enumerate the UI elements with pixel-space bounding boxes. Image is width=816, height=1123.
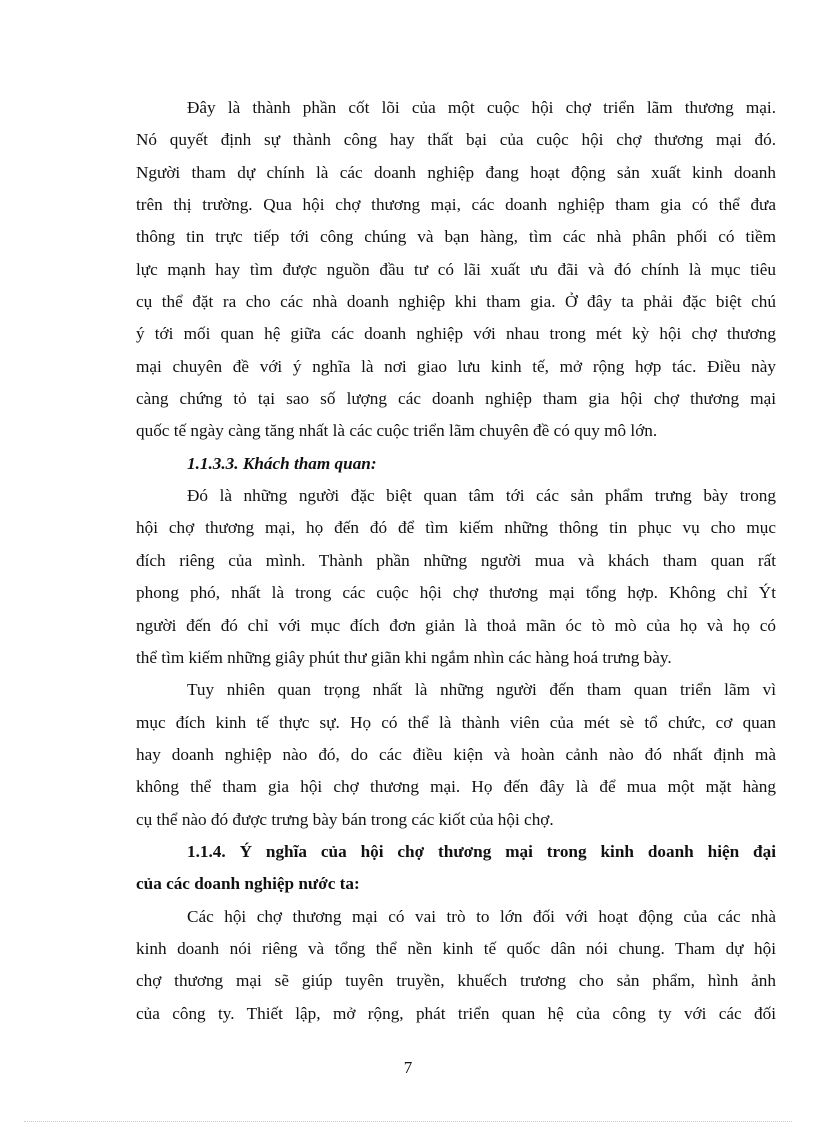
text-line: phong phó, nhất là trong các cuộc hội chợ thương mại tổng hợp. Không chỉ Ýt (136, 583, 776, 603)
text-line: Người tham dự chính là các doanh nghiệp đang hoạt động sản xuất kinh doanh (136, 162, 776, 182)
text-line: lực mạnh hay tìm được nguồn đầu tư có lãi xuất ưu đãi và đó chính là mục tiêu (136, 259, 776, 279)
text-line: quốc tế ngày càng tăng nhất là các cuộc triển lãm chuyên đề có quy mô lớn. (136, 421, 658, 441)
section-heading-line: 1.1.4. Ý nghĩa của hội chợ thương mại trong kinh doanh hiện đại (187, 841, 776, 861)
section-heading: 1.1.3.3. Khách tham quan: (187, 453, 377, 473)
paragraph (136, 480, 776, 674)
text-line: trên thị trường. Qua hội chợ thương mại, các doanh nghiệp tham gia có thể đưa (136, 195, 776, 215)
text-line: ý tới mối quan hệ giữa các doanh nghiệp với nhau trong mét kỳ hội chợ thương (136, 324, 776, 344)
text-line: đích riêng của mình. Thành phần những người mua và khách tham quan rất (136, 550, 776, 570)
text-line: thể tìm kiếm những giây phút thư giãn khi ngắm nhìn các hàng hoá trưng bày. (136, 647, 672, 667)
text-line: người đến đó chỉ với mục đích đơn giản là thoả mãn óc tò mò của họ và họ có (136, 615, 776, 635)
page-number: 7 (403, 1058, 413, 1077)
text-line: của công ty. Thiết lập, mở rộng, phát triển quan hệ của công ty với các đối (136, 1003, 776, 1023)
paragraph (136, 901, 776, 1030)
text-line: không thể tham gia hội chợ thương mại. Họ đến đây là để mua một mặt hàng (136, 777, 776, 797)
text-line: hội chợ thương mại, họ đến đó để tìm kiếm những thông tin phục vụ cho mục (136, 518, 776, 538)
text-line: thông tin trực tiếp tới công chúng và bạn hàng, tìm các nhà phân phối có tiềm (136, 227, 776, 247)
text-line: cụ thể đặt ra cho các nhà doanh nghiệp khi tham gia. Ở đây ta phải đặc biệt chú (136, 292, 776, 312)
text-line: hay doanh nghiệp nào đó, do các điều kiện và hoàn cảnh nào đó nhất định mà (136, 744, 776, 764)
text-line: cụ thể nào đó được trưng bày bán trong các kiốt của hội chợ. (136, 809, 554, 829)
text-line: Đó là những người đặc biệt quan tâm tới các sản phẩm trưng bày trong (187, 486, 776, 506)
page-bottom-border (24, 1121, 792, 1122)
text-line: Tuy nhiên quan trọng nhất là những người đến tham quan triển lãm vì (187, 680, 776, 700)
text-line: mục đích kinh tế thực sự. Họ có thể là thành viên của mét sè tổ chức, cơ quan (136, 712, 776, 732)
text-line: càng chứng tỏ tại sao số lượng các doanh nghiệp tham gia hội chợ thương mại (136, 389, 776, 409)
text-line: Nó quyết định sự thành công hay thất bại của cuộc hội chợ thương mại đó. (136, 130, 776, 150)
text-line: kinh doanh nói riêng và tổng thể nền kinh tế quốc dân nói chung. Tham dự hội (136, 938, 776, 958)
text-line: mại chuyên đề với ý nghĩa là nơi giao lưu kinh tế, mở rộng hợp tác. Điều này (136, 356, 776, 376)
document-body (136, 92, 776, 1030)
paragraph (136, 92, 776, 448)
section-heading-line: của các doanh nghiệp nước ta: (136, 874, 360, 894)
text-line: chợ thương mại sẽ giúp tuyên truyền, khuếch trương cho sản phẩm, hình ảnh (136, 971, 776, 991)
paragraph (136, 674, 776, 836)
text-line: Đây là thành phần cốt lõi của một cuộc hội chợ triển lãm thương mại. (187, 98, 776, 117)
text-line: Các hội chợ thương mại có vai trò to lớn đối với hoạt động của các nhà (187, 906, 776, 926)
section-heading (136, 836, 776, 901)
